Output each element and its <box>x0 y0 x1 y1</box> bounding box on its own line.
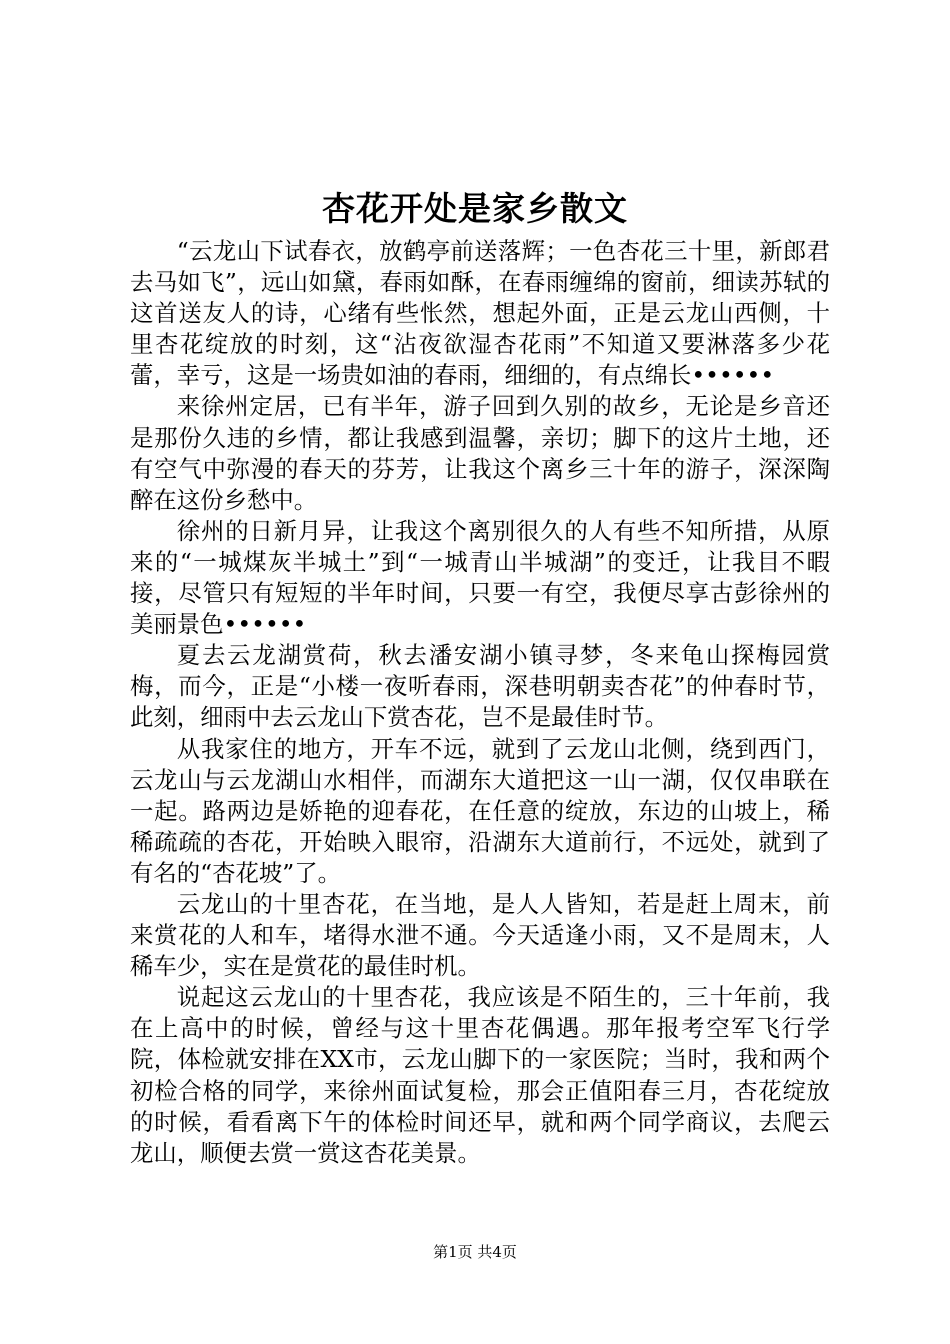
page-title: 杏花开处是家乡散文 <box>322 189 628 228</box>
paragraph-2: 来徐州定居，已有半年，游子回到久别的故乡，无论是乡音还是那份久违的乡情，都让我感到温馨，亲切；脚下的这片土地，还有空气中弥漫的春天的芬芳，让我这个离乡三十年的游子，深深陶醉在这份乡愁中。 <box>130 392 830 514</box>
paragraph-3: 徐州的日新月异，让我这个离别很久的人有些不知所措，从原来的“一城煤灰半城土”到“一城青山半城湖”的变迁，让我目不暇接，尽管只有短短的半年时间，只要一有空，我便尽享古彭徐州的美丽景色•••••• <box>130 516 830 639</box>
paragraph-4: 夏去云龙湖赏荷，秋去潘安湖小镇寻梦，冬来龟山探梅园赏梅，而今，正是“小楼一夜听春雨，深巷明朝卖杏花”的仲春时节，此刻，细雨中去云龙山下赏杏花，岂不是最佳时节。 <box>130 641 830 732</box>
article-body <box>130 236 830 1169</box>
paragraph-7: 说起这云龙山的十里杏花，我应该是不陌生的，三十年前，我在上高中的时候，曾经与这十里杏花偶遇。那年报考空军飞行学院，体检就安排在XX市，云龙山脚下的一家医院；当时，我和两个初检合格的同学，来徐州面试复检，那会正值阳春三月，杏花绽放的时候，看看离下午的体检时间还早，就和两个同学商议，去爬云龙山，顺便去赏一赏这杏花美景。 <box>130 983 830 1167</box>
page-footer: 第1页 共4页 <box>433 1243 517 1261</box>
paragraph-6: 云龙山的十里杏花，在当地，是人人皆知，若是赶上周末，前来赏花的人和车，堵得水泄不通。今天适逢小雨，又不是周末，人稀车少，实在是赏花的最佳时机。 <box>130 889 830 981</box>
paragraph-1: “云龙山下试春衣，放鹤亭前送落辉；一色杏花三十里，新郎君去马如飞”，远山如黛，春雨如酥，在春雨缠绵的窗前，细读苏轼的这首送友人的诗，心绪有些怅然，想起外面，正是云龙山西侧，十里杏花绽放的时刻，这“沾夜欲湿杏花雨”不知道又要淋落多少花蕾，幸亏，这是一场贵如油的春雨，细细的，有点绵长•••••• <box>130 237 830 390</box>
paragraph-5: 从我家住的地方，开车不远，就到了云龙山北侧，绕到西门，云龙山与云龙湖山水相伴，而湖东大道把这一山一湖，仅仅串联在一起。路两边是娇艳的迎春花，在任意的绽放，东边的山坡上，稀稀疏疏的杏花，开始映入眼帘，沿湖东大道前行，不远处，就到了有名的“杏花坡”了。 <box>130 734 830 887</box>
